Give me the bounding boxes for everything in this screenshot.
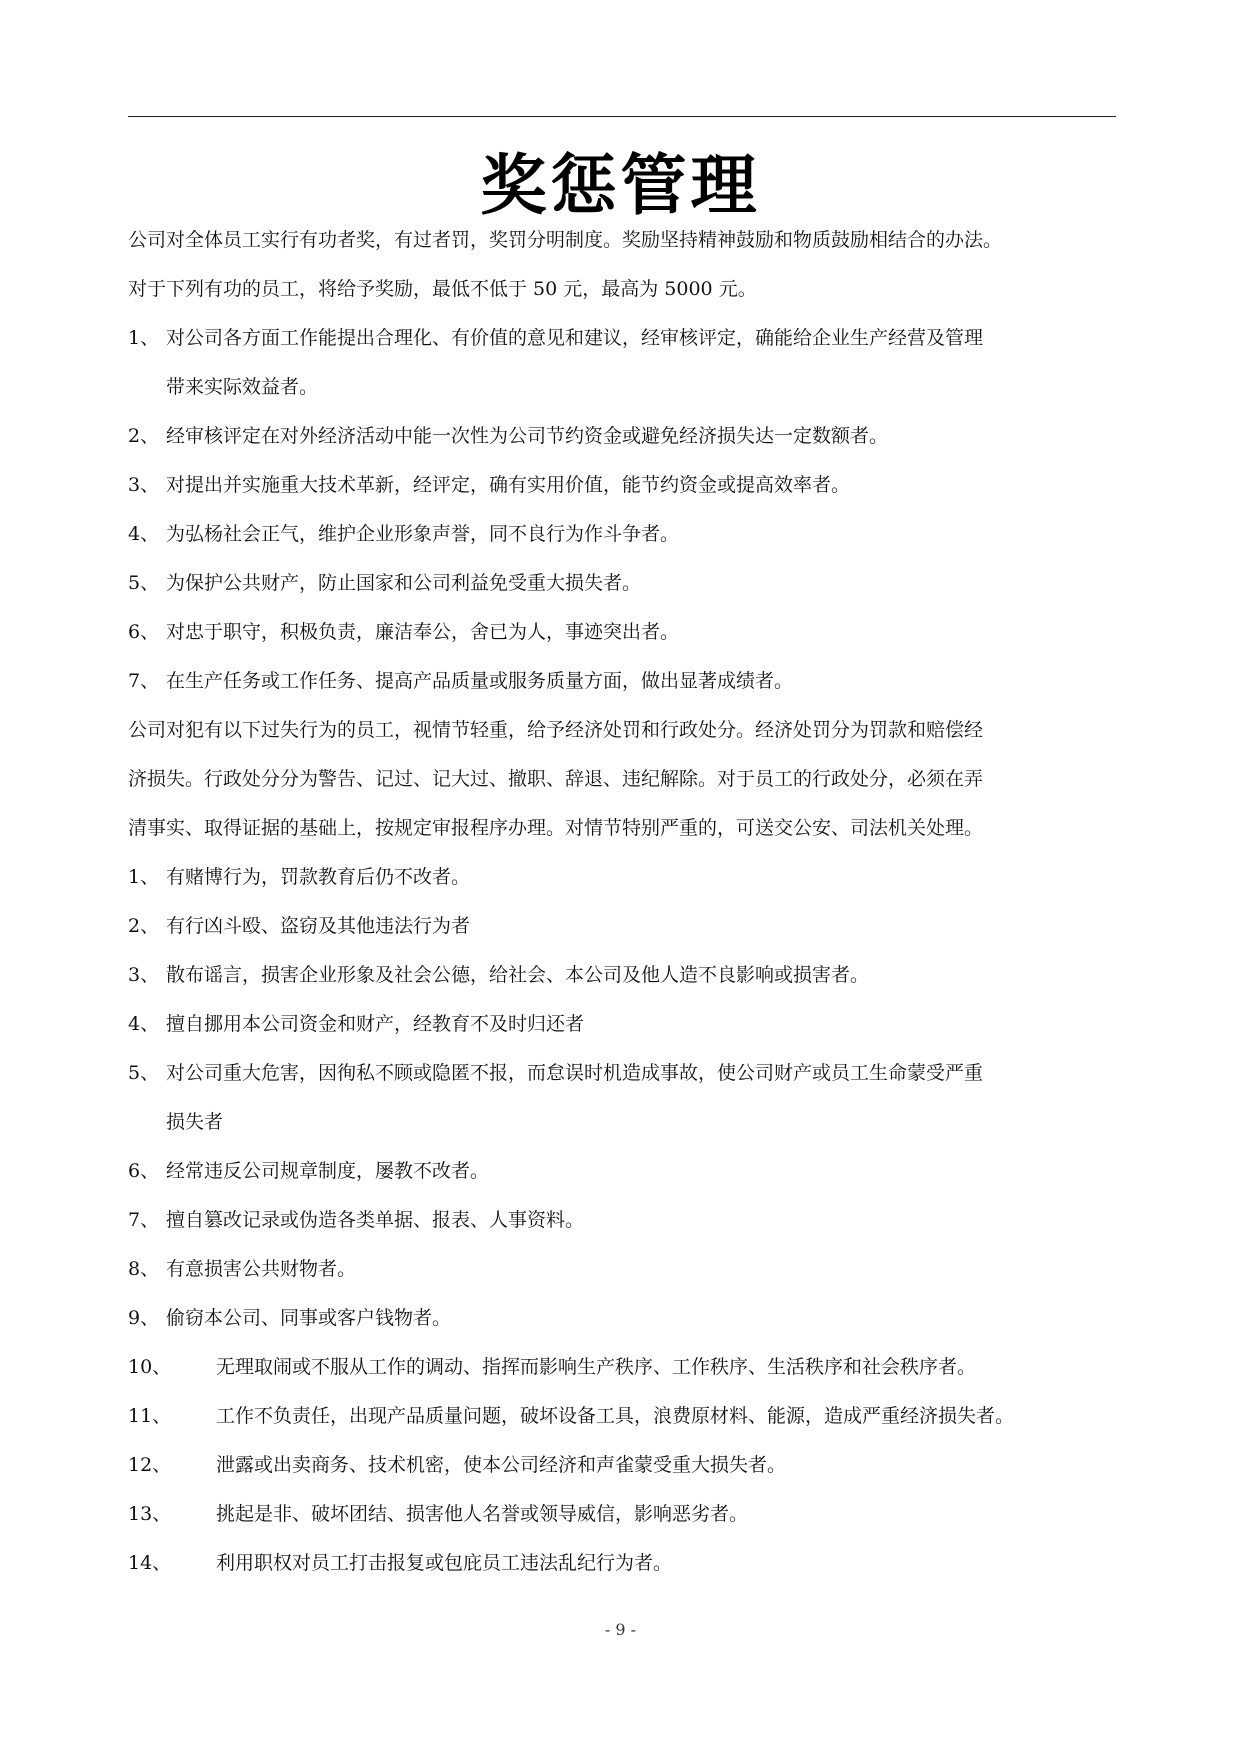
list-item-number: 5、: [128, 1062, 160, 1084]
list-item-number: 12、: [128, 1454, 172, 1476]
list-item-number: 3、: [128, 964, 160, 986]
document-body: [128, 216, 1118, 1588]
list-item: [128, 1000, 1118, 1049]
list-item-text: 无理取闹或不服从工作的调动、指挥而影响生产秩序、工作秩序、生活秩序和社会秩序者。: [216, 1356, 977, 1378]
list-item-text: 带来实际效益者。: [166, 376, 319, 398]
list-item-text: 在生产任务或工作任务、提高产品质量或服务质量方面，做出显著成绩者。: [166, 670, 794, 692]
list-item-number: 1、: [128, 866, 160, 888]
list-item-text: 工作不负责任，出现产品质量问题，破坏设备工具，浪费原材料、能源，造成严重经济损失者。: [216, 1405, 1015, 1427]
list-item-number: 4、: [128, 1013, 160, 1035]
list-item-text: 损失者: [166, 1111, 224, 1133]
list-item: [128, 608, 1118, 657]
paragraph: 济损失。行政处分分为警告、记过、记大过、撤职、辞退、违纪解除。对于员工的行政处分，必须在弄: [128, 768, 984, 790]
list-item-text: 挑起是非、破坏团结、损害他人名誉或领导威信，影响恶劣者。: [216, 1503, 749, 1525]
list-item-text: 为保护公共财产，防止国家和公司利益免受重大损失者。: [166, 572, 642, 594]
list-item: [128, 559, 1118, 608]
paragraph: 公司对犯有以下过失行为的员工，视情节轻重，给予经济处罚和行政处分。经济处罚分为罚款和赔偿经: [128, 719, 984, 741]
list-item-number: 9、: [128, 1307, 160, 1329]
list-item: [128, 902, 1118, 951]
list-item: [128, 412, 1118, 461]
list-item-text: 为弘杨社会正气，维护企业形象声誉，同不良行为作斗争者。: [166, 523, 680, 545]
list-item-text: 有赌博行为，罚款教育后仍不改者。: [166, 866, 471, 888]
list-item: [128, 1490, 1118, 1539]
list-item-number: 11、: [128, 1405, 172, 1427]
list-item-text: 对公司各方面工作能提出合理化、有价值的意见和建议，经审核评定，确能给企业生产经营及管理: [166, 327, 984, 349]
list-item: [128, 1049, 1118, 1147]
header-rule: [128, 116, 1116, 117]
list-item: [128, 657, 1118, 706]
list-item-text: 对忠于职守，积极负责，廉洁奉公，舍已为人，事迹突出者。: [166, 621, 680, 643]
paragraph: 清事实、取得证据的基础上，按规定审报程序办理。对情节特别严重的，可送交公安、司法机关处理。: [128, 817, 984, 839]
list-item-text: 偷窃本公司、同事或客户钱物者。: [166, 1307, 452, 1329]
list-item-number: 13、: [128, 1503, 172, 1525]
list-item: [128, 1294, 1118, 1343]
list-item-text: 对提出并实施重大技术革新，经评定，确有实用价值，能节约资金或提高效率者。: [166, 474, 851, 496]
paragraph: 公司对全体员工实行有功者奖，有过者罚，奖罚分明制度。奖励坚持精神鼓励和物质鼓励相结合的办法。: [128, 229, 1003, 251]
list-item-number: 1、: [128, 327, 160, 349]
list-item-text: 经审核评定在对外经济活动中能一次性为公司节约资金或避免经济损失达一定数额者。: [166, 425, 889, 447]
list-item-text: 有行凶斗殴、盗窃及其他违法行为者: [166, 915, 471, 937]
list-item-text: 有意损害公共财物者。: [166, 1258, 357, 1280]
list-item-text: 擅自挪用本公司资金和财产，经教育不及时归还者: [166, 1013, 585, 1035]
list-item-text: 散布谣言，损害企业形象及社会公德，给社会、本公司及他人造不良影响或损害者。: [166, 964, 870, 986]
list-item: [128, 510, 1118, 559]
list-item-text: 利用职权对员工打击报复或包庇员工违法乱纪行为者。: [216, 1552, 673, 1574]
list-item-number: 5、: [128, 572, 160, 594]
list-item-number: 4、: [128, 523, 160, 545]
list-item-number: 7、: [128, 1209, 160, 1231]
list-item-number: 6、: [128, 1160, 160, 1182]
list-item-number: 7、: [128, 670, 160, 692]
list-item: [128, 314, 1118, 412]
list-item: [128, 1392, 1118, 1441]
list-item: [128, 1245, 1118, 1294]
list-item: [128, 1441, 1118, 1490]
list-item-number: 6、: [128, 621, 160, 643]
list-item-number: 2、: [128, 425, 160, 447]
list-item-text: 经常违反公司规章制度，屡教不改者。: [166, 1160, 490, 1182]
list-item-text: 泄露或出卖商务、技术机密，使本公司经济和声雀蒙受重大损失者。: [216, 1454, 787, 1476]
list-item: [128, 951, 1118, 1000]
list-item-text: 对公司重大危害，因徇私不顾或隐匿不报，而怠误时机造成事故，使公司财产或员工生命蒙受严重: [166, 1062, 984, 1084]
page-number: - 9 -: [604, 1620, 637, 1639]
paragraph: 对于下列有功的员工，将给予奖励，最低不低于 50 元，最高为 5000 元。: [128, 278, 757, 300]
list-item: [128, 1147, 1118, 1196]
list-item: [128, 461, 1118, 510]
page-title: 奖惩管理: [480, 146, 761, 224]
list-item: [128, 1196, 1118, 1245]
list-item: [128, 1343, 1118, 1392]
list-item-number: 2、: [128, 915, 160, 937]
list-item: [128, 1539, 1118, 1588]
list-item-number: 10、: [128, 1356, 172, 1378]
list-item-number: 8、: [128, 1258, 160, 1280]
list-item-number: 3、: [128, 474, 160, 496]
list-item-number: 14、: [128, 1552, 172, 1574]
list-item: [128, 853, 1118, 902]
list-item-text: 擅自篡改记录或伪造各类单据、报表、人事资料。: [166, 1209, 585, 1231]
